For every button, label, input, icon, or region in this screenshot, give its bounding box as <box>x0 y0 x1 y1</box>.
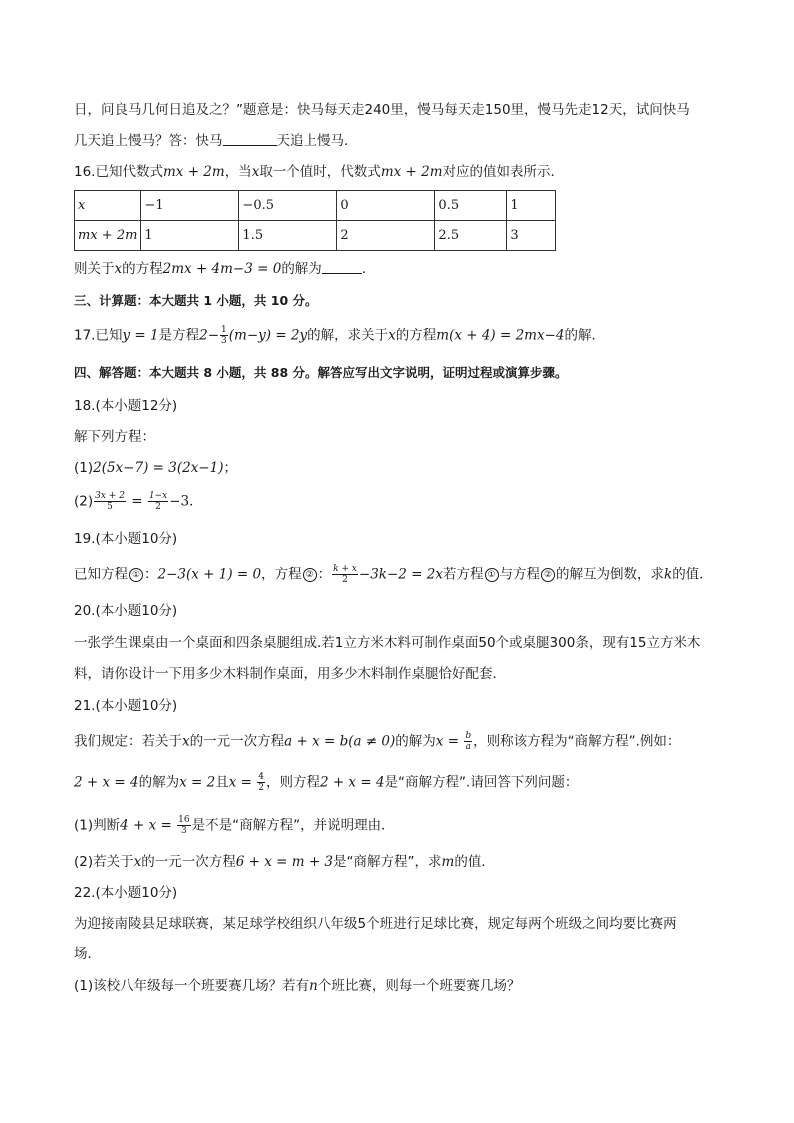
p21-q1-fraction <box>177 815 190 836</box>
section-4-heading: 四、解答题：本大题共 8 小题，共 88 分。解答应写出文字说明，证明过程或演算步骤。 <box>74 365 568 380</box>
p21-q1-text: 是不是“商解方程”，并说明理由． <box>191 817 395 834</box>
p21-line2 <box>74 772 578 793</box>
p20-line1: 一张学生课桌由一个桌面和四条桌腿组成.若1立方米木料可制作桌面50个或桌腿300条，现有15立方米木 <box>74 635 701 651</box>
p17-var: x <box>388 327 396 344</box>
table-cell: 1 <box>507 191 556 221</box>
p16-after-b: 的方程 <box>122 261 163 277</box>
p19-text-h: 的值． <box>672 566 713 583</box>
p19-text-c: ，方程 <box>261 566 302 583</box>
p21-q1-eq: 4 + x = <box>120 817 177 834</box>
p22-line1: 为迎接南陵县足球联赛，某足球学校组织八年级5个班进行足球比赛，规定每两个班级之间均要比赛两 <box>74 916 677 932</box>
p22-q1 <box>74 976 520 996</box>
p21-l1-eq: a + x = b(a ≠ 0) <box>284 733 396 750</box>
p21-q2d: 的值． <box>454 854 495 870</box>
p21-l2d: 是“商解方程”.请回答下列问题： <box>384 774 579 791</box>
p22-heading: 22.(本小题10分) <box>74 885 178 901</box>
p16-answer-blank[interactable] <box>322 259 362 274</box>
p18-q1-label: (1) <box>74 460 94 476</box>
p21-q2b: 的一元一次方程 <box>141 854 236 870</box>
p15-line2 <box>74 131 358 151</box>
p21-q2 <box>74 852 495 872</box>
p19-text-f: 与方程 <box>499 566 540 583</box>
p17-eq3: m(x + 4) = 2mx−4 <box>436 327 565 344</box>
p19-eq1: 2−3(x + 1) = 0 <box>157 566 262 583</box>
fraction-numerator: 3x + 2 <box>95 491 125 501</box>
circled-one: ① <box>485 568 499 582</box>
p21-q2-label: (2)若关于 <box>74 854 134 870</box>
p21-q2-var2: m <box>441 854 455 870</box>
p21-q1 <box>74 815 395 836</box>
fraction-numerator: 16 <box>178 815 190 825</box>
p17-text-a: 17.已知 <box>74 327 123 344</box>
p19-text-e: 若方程 <box>443 566 484 583</box>
p19-eq2: −3k−2 = 2x <box>358 566 443 583</box>
fraction-numerator: k + x <box>333 564 357 574</box>
p17-stem <box>74 325 605 346</box>
fraction-denominator: 2 <box>342 575 348 585</box>
p16-text-b: ，当 <box>224 164 252 180</box>
section-3-heading: 三、计算题：本大题共 1 小题，共 10 分。 <box>74 293 318 308</box>
p21-heading: 21.(本小题10分) <box>74 698 178 714</box>
p16-value-table <box>74 190 556 251</box>
fraction-numerator: 1−x <box>148 491 168 501</box>
fraction-denominator: a <box>465 742 471 752</box>
p15-text-1: 日，问良马几何日追及之？”题意是：快马每天走240里，慢马每天走150里，慢马先走12天，试问快马 <box>74 102 690 118</box>
table-cell: 2.5 <box>435 221 507 251</box>
p22-line2: 场． <box>74 946 101 962</box>
p17-fraction <box>220 325 228 346</box>
table-cell: 0.5 <box>435 191 507 221</box>
p21-l2-eq3: x = <box>228 774 257 791</box>
p21-l2-eq4: 2 + x = 4 <box>319 774 385 791</box>
fraction-numerator: 1 <box>221 325 227 335</box>
p21-l1-eq2: x = <box>435 733 464 750</box>
table-cell: mx + 2m <box>75 221 141 251</box>
fraction-denominator: 3 <box>221 336 227 346</box>
p18-q1-equation: 2(5x−7) = 3(2x−1) <box>93 460 224 476</box>
p16-expression-1: mx + 2m <box>162 164 225 180</box>
p18-q2-label: (2) <box>74 493 94 510</box>
p18-q1-end: ； <box>223 460 237 476</box>
p20-line2: 料，请你设计一下用多少木料制作桌面，用多少木料制作桌腿恰好配套． <box>74 666 506 682</box>
p17-eq2b: (m−y) = 2y <box>228 327 308 344</box>
p19-text-a: 已知方程 <box>74 566 128 583</box>
fraction-numerator: 4 <box>258 772 264 782</box>
p17-text-b: 是方程 <box>158 327 200 344</box>
p21-l2c: ，则方程 <box>265 774 320 791</box>
p17-text-c: 的解，求关于 <box>307 327 389 344</box>
p22-q1-var: n <box>309 978 318 994</box>
table-cell: x <box>75 191 141 221</box>
p18-q2-equals: = <box>126 493 147 510</box>
p19-heading: 19.(本小题10分) <box>74 531 178 547</box>
p15-answer-blank[interactable] <box>223 131 277 146</box>
p16-stem <box>74 162 564 182</box>
p21-q1-label: (1)判断 <box>74 817 121 834</box>
p21-l2-eq1: 2 + x = 4 <box>74 774 139 791</box>
p17-text-e: 的解． <box>564 327 605 344</box>
p18-q2-end: ． <box>189 493 203 510</box>
p19-text-b: ： <box>144 566 158 583</box>
p18-heading: 18.(本小题12分) <box>74 398 178 414</box>
table-cell: 2 <box>337 221 435 251</box>
p15-text-2b: 天追上慢马． <box>276 133 358 149</box>
p16-after-c: 的解为 <box>281 261 322 277</box>
circled-two: ② <box>303 568 317 582</box>
fraction-denominator: 2 <box>258 783 264 793</box>
p19-stem <box>74 564 713 585</box>
table-cell: −1 <box>141 191 239 221</box>
p19-fraction <box>332 564 358 585</box>
p22-q1-text-b: 个班比赛，则每一个班要赛几场？ <box>317 978 521 994</box>
p18-intro: 解下列方程： <box>74 429 155 445</box>
circled-one: ① <box>129 568 143 582</box>
p16-question <box>74 259 375 279</box>
p17-text-d: 的方程 <box>395 327 437 344</box>
p16-text-c: 取一个值时，代数式 <box>259 164 381 180</box>
p21-l1-fraction <box>464 731 472 752</box>
p21-line1 <box>74 731 680 752</box>
table-row <box>75 221 556 251</box>
fraction-denominator: 3 <box>180 826 187 836</box>
p18-q2-fraction-1 <box>94 491 126 512</box>
p19-text-d: ： <box>317 566 332 583</box>
p19-var: k <box>664 566 673 583</box>
p21-q2-eq: 6 + x = m + 3 <box>235 854 334 870</box>
p15-line1 <box>74 100 690 120</box>
p16-after-d: ． <box>361 261 376 277</box>
table-cell: 1 <box>141 221 239 251</box>
fraction-denominator: 5 <box>107 502 113 512</box>
p16-expression-2: mx + 2m <box>380 164 443 180</box>
p21-l2-fraction <box>257 772 265 793</box>
p22-q1-text-a: (1)该校八年级每一个班要赛几场？若有 <box>74 978 310 994</box>
p18-q2 <box>74 491 203 512</box>
table-row <box>75 191 556 221</box>
p21-q2-var: x <box>133 854 142 870</box>
table-cell: 1.5 <box>239 221 337 251</box>
p17-eq2a: 2− <box>199 327 220 344</box>
p21-l2-eq2: x = 2 <box>179 774 216 791</box>
circled-two: ② <box>541 568 555 582</box>
fraction-numerator: b <box>465 731 472 741</box>
p15-text-2a: 几天追上慢马？答：快马 <box>74 133 223 149</box>
table-cell: 3 <box>507 221 556 251</box>
p16-equation: 2mx + 4m−3 = 0 <box>162 261 282 277</box>
p17-eq1: y = 1 <box>122 327 159 344</box>
p18-q2-fraction-2 <box>148 491 168 512</box>
p18-q1 <box>74 458 237 478</box>
table-cell: −0.5 <box>239 191 337 221</box>
p16-text-a: 16.已知代数式 <box>74 164 163 180</box>
p16-after-a: 则关于 <box>74 261 115 277</box>
p21-l1-var: x <box>182 733 190 750</box>
p21-q2c: 是“商解方程”，求 <box>333 854 442 870</box>
fraction-denominator: 2 <box>155 502 161 512</box>
p21-l2a: 的解为 <box>138 774 180 791</box>
p16-after-var: x <box>114 261 123 277</box>
p20-heading: 20.(本小题10分) <box>74 603 178 619</box>
p21-l1d: ，则称该方程为“商解方程”.例如： <box>473 733 681 750</box>
p18-q2-tail: −3 <box>169 493 190 510</box>
p16-variable-x: x <box>251 164 260 180</box>
p21-l1a: 我们规定：若关于 <box>74 733 182 750</box>
p21-l1b: 的一元一次方程 <box>189 733 285 750</box>
p21-l1c: 的解为 <box>395 733 436 750</box>
table-cell: 0 <box>337 191 435 221</box>
p16-text-d: 对应的值如表所示． <box>442 164 565 180</box>
p19-text-g: 的解互为倒数，求 <box>556 566 664 583</box>
p21-l2b: 且 <box>215 774 229 791</box>
